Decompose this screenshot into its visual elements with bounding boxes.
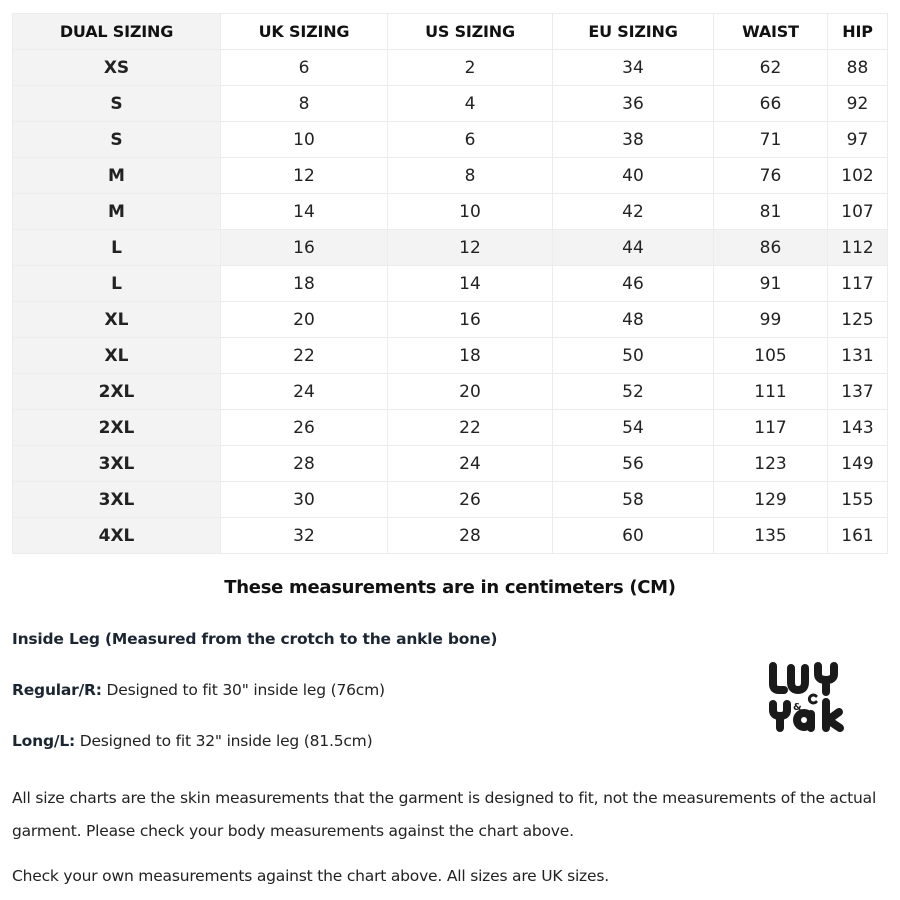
eu-size-cell: 46: [553, 266, 714, 302]
us-size-cell: 18: [388, 338, 553, 374]
uk-size-cell: 10: [221, 122, 388, 158]
eu-size-cell: 40: [553, 158, 714, 194]
dual-size-cell: XS: [13, 50, 221, 86]
hip-cell: 107: [828, 194, 888, 230]
waist-cell: 62: [714, 50, 828, 86]
table-row: [13, 266, 888, 302]
hip-cell: 161: [828, 518, 888, 554]
hip-cell: 131: [828, 338, 888, 374]
table-row: [13, 518, 888, 554]
dual-size-cell: 3XL: [13, 446, 221, 482]
check-measurements-note: Check your own measurements against the chart above. All sizes are UK sizes.: [12, 867, 609, 885]
dual-size-cell: XL: [13, 302, 221, 338]
header-eu-sizing: EU SIZING: [553, 14, 714, 50]
eu-size-cell: 54: [553, 410, 714, 446]
us-size-cell: 14: [388, 266, 553, 302]
header-us-sizing: US SIZING: [388, 14, 553, 50]
hip-cell: 102: [828, 158, 888, 194]
waist-cell: 86: [714, 230, 828, 266]
us-size-cell: 8: [388, 158, 553, 194]
dual-size-cell: XL: [13, 338, 221, 374]
us-size-cell: 6: [388, 122, 553, 158]
waist-cell: 123: [714, 446, 828, 482]
us-size-cell: 26: [388, 482, 553, 518]
svg-text:&: &: [793, 702, 802, 713]
hip-cell: 149: [828, 446, 888, 482]
long-label: Long/L:: [12, 732, 75, 750]
table-row: [13, 410, 888, 446]
us-size-cell: 28: [388, 518, 553, 554]
table-row: [13, 482, 888, 518]
hip-cell: 155: [828, 482, 888, 518]
hip-cell: 143: [828, 410, 888, 446]
dual-size-cell: M: [13, 158, 221, 194]
waist-cell: 105: [714, 338, 828, 374]
waist-cell: 76: [714, 158, 828, 194]
long-text: Designed to fit 32" inside leg (81.5cm): [75, 732, 373, 750]
uk-size-cell: 8: [221, 86, 388, 122]
eu-size-cell: 50: [553, 338, 714, 374]
uk-size-cell: 26: [221, 410, 388, 446]
eu-size-cell: 60: [553, 518, 714, 554]
long-fit-note: [12, 732, 372, 750]
eu-size-cell: 34: [553, 50, 714, 86]
us-size-cell: 4: [388, 86, 553, 122]
table-row: [13, 374, 888, 410]
size-chart-table: [12, 13, 888, 554]
table-row: [13, 50, 888, 86]
waist-cell: 135: [714, 518, 828, 554]
dual-size-cell: S: [13, 122, 221, 158]
hip-cell: 117: [828, 266, 888, 302]
uk-size-cell: 18: [221, 266, 388, 302]
eu-size-cell: 56: [553, 446, 714, 482]
regular-text: Designed to fit 30" inside leg (76cm): [101, 681, 385, 699]
header-uk-sizing: UK SIZING: [221, 14, 388, 50]
table-row: [13, 446, 888, 482]
us-size-cell: 16: [388, 302, 553, 338]
hip-cell: 88: [828, 50, 888, 86]
table-header-row: [13, 14, 888, 50]
hip-cell: 137: [828, 374, 888, 410]
eu-size-cell: 38: [553, 122, 714, 158]
dual-size-cell: S: [13, 86, 221, 122]
uk-size-cell: 20: [221, 302, 388, 338]
uk-size-cell: 12: [221, 158, 388, 194]
us-size-cell: 10: [388, 194, 553, 230]
uk-size-cell: 32: [221, 518, 388, 554]
dual-size-cell: L: [13, 266, 221, 302]
header-dual-sizing: DUAL SIZING: [13, 14, 221, 50]
uk-size-cell: 22: [221, 338, 388, 374]
waist-cell: 81: [714, 194, 828, 230]
table-row: [13, 338, 888, 374]
dual-size-cell: L: [13, 230, 221, 266]
us-size-cell: 24: [388, 446, 553, 482]
eu-size-cell: 58: [553, 482, 714, 518]
regular-fit-note: [12, 681, 385, 699]
dual-size-cell: 4XL: [13, 518, 221, 554]
table-row: [13, 86, 888, 122]
header-waist: WAIST: [714, 14, 828, 50]
units-note: These measurements are in centimeters (CM): [224, 577, 676, 598]
waist-cell: 91: [714, 266, 828, 302]
disclaimer-text: All size charts are the skin measurements that the garment is designed to fit, not the measurements of the actual garment. Please check your body measurements against the chart above.: [12, 789, 877, 840]
table-row: [13, 158, 888, 194]
header-hip: HIP: [828, 14, 888, 50]
dual-size-cell: 2XL: [13, 410, 221, 446]
uk-size-cell: 16: [221, 230, 388, 266]
inside-leg-heading: Inside Leg (Measured from the crotch to the ankle bone): [12, 630, 498, 648]
us-size-cell: 12: [388, 230, 553, 266]
hip-cell: 97: [828, 122, 888, 158]
hip-cell: 125: [828, 302, 888, 338]
waist-cell: 99: [714, 302, 828, 338]
waist-cell: 117: [714, 410, 828, 446]
hip-cell: 112: [828, 230, 888, 266]
us-size-cell: 22: [388, 410, 553, 446]
eu-size-cell: 44: [553, 230, 714, 266]
table-row: [13, 230, 888, 266]
waist-cell: 66: [714, 86, 828, 122]
uk-size-cell: 28: [221, 446, 388, 482]
table-row: [13, 122, 888, 158]
eu-size-cell: 52: [553, 374, 714, 410]
uk-size-cell: 6: [221, 50, 388, 86]
uk-size-cell: 30: [221, 482, 388, 518]
waist-cell: 71: [714, 122, 828, 158]
us-size-cell: 20: [388, 374, 553, 410]
regular-label: Regular/R:: [12, 681, 102, 699]
dual-size-cell: M: [13, 194, 221, 230]
us-size-cell: 2: [388, 50, 553, 86]
hip-cell: 92: [828, 86, 888, 122]
waist-cell: 129: [714, 482, 828, 518]
dual-size-cell: 3XL: [13, 482, 221, 518]
uk-size-cell: 14: [221, 194, 388, 230]
lucy-and-yak-logo-icon: [766, 660, 848, 736]
uk-size-cell: 24: [221, 374, 388, 410]
waist-cell: 111: [714, 374, 828, 410]
table-body: [13, 50, 888, 554]
table-row: [13, 302, 888, 338]
eu-size-cell: 48: [553, 302, 714, 338]
eu-size-cell: 42: [553, 194, 714, 230]
eu-size-cell: 36: [553, 86, 714, 122]
dual-size-cell: 2XL: [13, 374, 221, 410]
table-row: [13, 194, 888, 230]
